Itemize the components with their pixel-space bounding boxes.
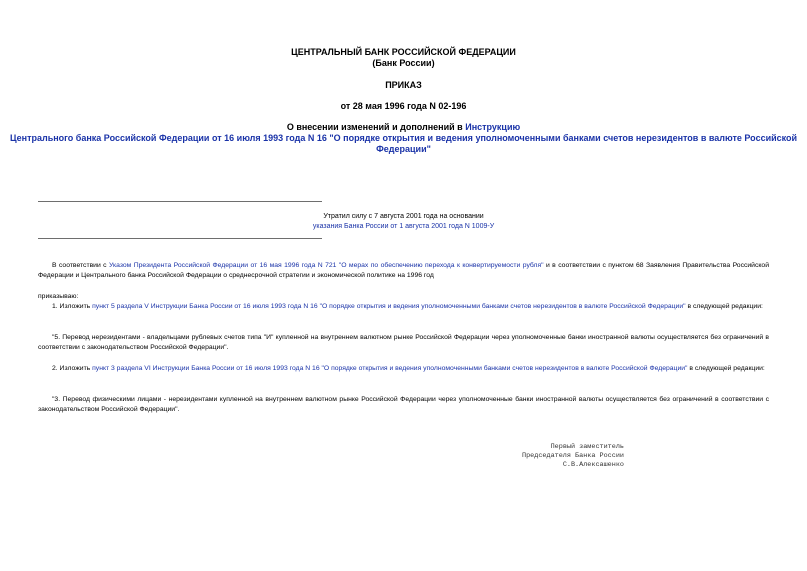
signatory-position-1: Первый заместитель xyxy=(550,443,624,451)
paragraph-preamble xyxy=(38,261,769,281)
divider-top xyxy=(38,201,322,202)
item-1-text-a: 1. Изложить xyxy=(52,303,93,310)
issuer-name: ЦЕНТРАЛЬНЫЙ БАНК РОССИЙСКОЙ ФЕДЕРАЦИИ xyxy=(291,47,516,57)
validity-note xyxy=(0,212,807,232)
validity-note-text: Утратил силу с 7 августа 2001 года на основании xyxy=(323,213,484,220)
repeal-order-link[interactable]: указания Банка России от 1 августа 2001 года N 1009-У xyxy=(312,223,495,230)
item-2-text-b: в следующей редакции: xyxy=(687,365,765,372)
instruction-link-part-4[interactable]: открытия и ведения уполномоченными банками xyxy=(382,133,601,143)
document-type: ПРИКАЗ xyxy=(385,80,422,90)
paragraph-quote-3: "3. Перевод физическими лицами - нерезидентами купленной на внутреннем валютном рынке Российской Федерации через уполномоченные банки иностранной валюты осуществляется без ограничений в соответствии с законодательством Российской Федерации". xyxy=(38,396,769,413)
section-v-point-5-link[interactable]: пункт 5 раздела V Инструкции Банка России от 16 июля 1993 года N 16 "О порядке открытия и ведения уполномоченными банками счетов нерезидентов в валюте Российской Федерации" xyxy=(92,303,686,310)
paragraph-quote-5: "5. Перевод нерезидентами - владельцами рублевых счетов типа "И" купленной на внутреннем валютном рынке Российской Федерации через уполномоченные банки иностранной валюты осуществляется без ограничений в соответствии с законодательством Российской Федерации". xyxy=(38,334,769,351)
instruction-link-part-3[interactable]: от 16 июля 1993 года N 16 "О порядке xyxy=(211,133,380,143)
title-line-1 xyxy=(0,122,807,133)
paragraph-item-1 xyxy=(38,302,769,312)
instruction-link-part-5[interactable]: счетов нерезидентов в валюте xyxy=(603,133,742,143)
instruction-link-part-1[interactable]: Инструкцию xyxy=(465,122,521,132)
presidential-decree-link[interactable]: Указом Президента Российской Федерации от 16 мая 1996 года N 721 "О мерах по обеспечению перехода к конвертируемости рубля" xyxy=(108,262,544,269)
signatory-name: С.В.Алексашенко xyxy=(562,461,624,469)
preamble-text-a: В соответствии с xyxy=(52,262,109,269)
item-2-text-a: 2. Изложить xyxy=(52,365,93,372)
document-header xyxy=(0,47,807,69)
section-vi-point-3-link[interactable]: пункт 3 раздела VI Инструкции Банка России от 16 июля 1993 года N 16 "О порядке открытия и ведения уполномоченными банками счетов нерезидентов в валюте Российской Федерации" xyxy=(92,365,688,372)
divider-bottom xyxy=(38,238,322,239)
issuer-short-name: (Банк России) xyxy=(372,58,435,68)
title-prefix: О внесении изменений и дополнений в xyxy=(286,122,466,132)
document-date: от 28 мая 1996 года N 02-196 xyxy=(340,101,467,111)
paragraph-item-2 xyxy=(38,364,769,374)
item-1-text-b: в следующей редакции: xyxy=(685,303,763,310)
preamble-text-b: и в соответствии с пунктом 68 Заявления Правительства Российской Федерации и Центрального банка Российской Федерации о среднесрочной стратегии и экономической политике на 1996 год xyxy=(38,262,769,279)
instruction-link-part-2[interactable]: Центрального банка Российской Федерации xyxy=(9,133,210,143)
instruction-link-part-6[interactable]: Российской Федерации" xyxy=(376,133,798,154)
signature-block xyxy=(480,443,624,470)
signatory-position-2: Председателя Банка России xyxy=(522,452,624,460)
paragraph-order-word: приказываю: xyxy=(38,293,79,300)
document-title xyxy=(0,122,807,155)
